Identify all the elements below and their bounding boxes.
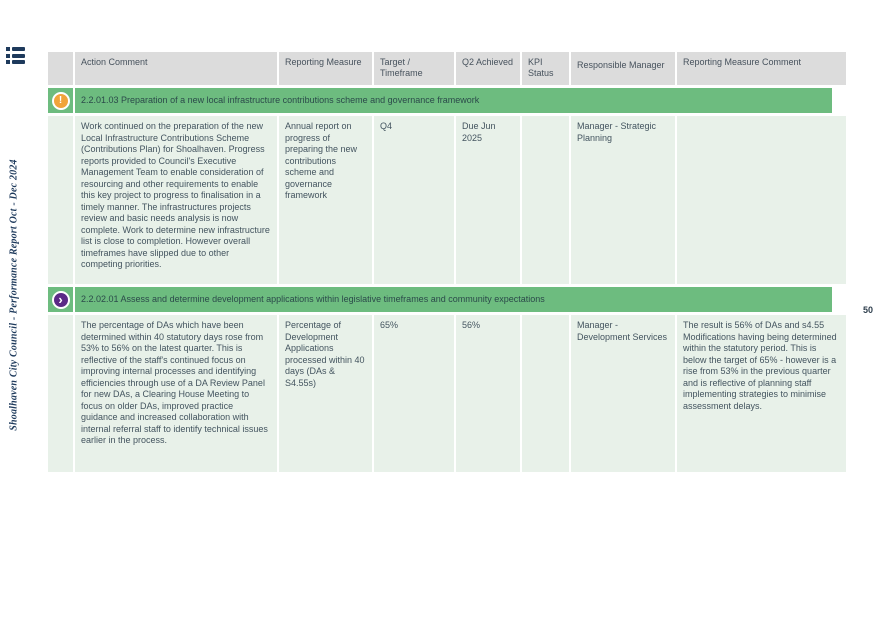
list-menu-bar — [6, 47, 25, 51]
section-title-cell — [75, 287, 832, 312]
section-header-row — [48, 88, 846, 113]
column-header-responsible-manager: Responsible Manager — [571, 52, 675, 85]
reporting-measure-cell: Annual report on progress of preparing the new contributions scheme and governance framework — [279, 116, 372, 284]
report-sidebar-title: Shoalhaven City Council - Performance Report Oct - Dec 2024 — [8, 159, 20, 431]
column-header-status-icon — [48, 52, 73, 85]
section-status-cell — [48, 88, 73, 113]
kpi-status-cell — [522, 116, 569, 284]
column-header-reporting-measure: Reporting Measure — [279, 52, 372, 85]
section-title: 2.2.01.03 Preparation of a new local infrastructure contributions scheme and governance framework — [81, 94, 480, 105]
section-header-row — [48, 287, 846, 312]
kpi-status-cell — [522, 315, 569, 472]
page-number: 50 — [863, 305, 874, 315]
reporting-measure-comment-cell — [677, 116, 846, 284]
table-row — [48, 315, 846, 472]
reporting-measure-cell: Percentage of Development Applications processed within 40 days (DAs & S4.55s) — [279, 315, 372, 472]
target-timeframe-cell: Q4 — [374, 116, 454, 284]
row-icon-cell — [48, 116, 73, 284]
column-header-target-timeframe: Target / Timeframe — [374, 52, 454, 85]
performance-table — [48, 52, 846, 475]
warning-icon: ! — [52, 92, 70, 110]
action-comment-cell: Work continued on the preparation of the new Local Infrastructure Contributions Scheme (Contributions Plan) for Shoalhaven. Progress reports provided to Council's Executive Management Team to enable consideration of resourcing and other requirements to enable this key project to progress to finalisation in a timely manner. The infrastructures projects review and basic needs analysis is now complete. Work to determine new infrastructure list is close to completion. However overall timeframes have slipped due to other competing priorities. — [75, 116, 277, 284]
column-header-action-comment: Action Comment — [75, 52, 277, 85]
responsible-manager-cell: Manager - Strategic Planning — [571, 116, 675, 284]
list-menu-icon[interactable] — [6, 47, 25, 64]
q2-achieved-cell: Due Jun 2025 — [456, 116, 520, 284]
table-header-row — [48, 52, 846, 85]
row-icon-cell — [48, 315, 73, 472]
target-timeframe-cell: 65% — [374, 315, 454, 472]
chevron-right-icon: › — [52, 291, 70, 309]
responsible-manager-cell: Manager - Development Services — [571, 315, 675, 472]
column-header-reporting-measure-comment: Reporting Measure Comment — [677, 52, 846, 85]
column-header-kpi-status: KPI Status — [522, 52, 569, 85]
list-menu-bar — [6, 54, 25, 58]
column-header-q2-achieved: Q2 Achieved — [456, 52, 520, 85]
action-comment-cell: The percentage of DAs which have been determined within 40 statutory days rose from 53% to 56% on the latest quarter. This is reflective of the staff's continued focus on improving internal processes and identifying efficiencies through use of a DA Review Panel for new DAs, a Clearing House Meeting to focus on older DAs, improved practice guidance and increased collaboration with internal referral staff to identify technical issues earlier in the process. — [75, 315, 277, 472]
table-row — [48, 116, 846, 284]
q2-achieved-cell: 56% — [456, 315, 520, 472]
section-title-cell — [75, 88, 832, 113]
section-title: 2.2.02.01 Assess and determine development applications within legislative timeframes and community expectations — [81, 293, 545, 304]
reporting-measure-comment-cell: The result is 56% of DAs and s4.55 Modifications having being determined within the statutory period. This is below the target of 65% - however is a rise from 53% in the previous quarter and is reflective of planning staff implementing strategies to minimise assessment delays. — [677, 315, 846, 472]
list-menu-bar — [6, 60, 25, 64]
section-status-cell — [48, 287, 73, 312]
